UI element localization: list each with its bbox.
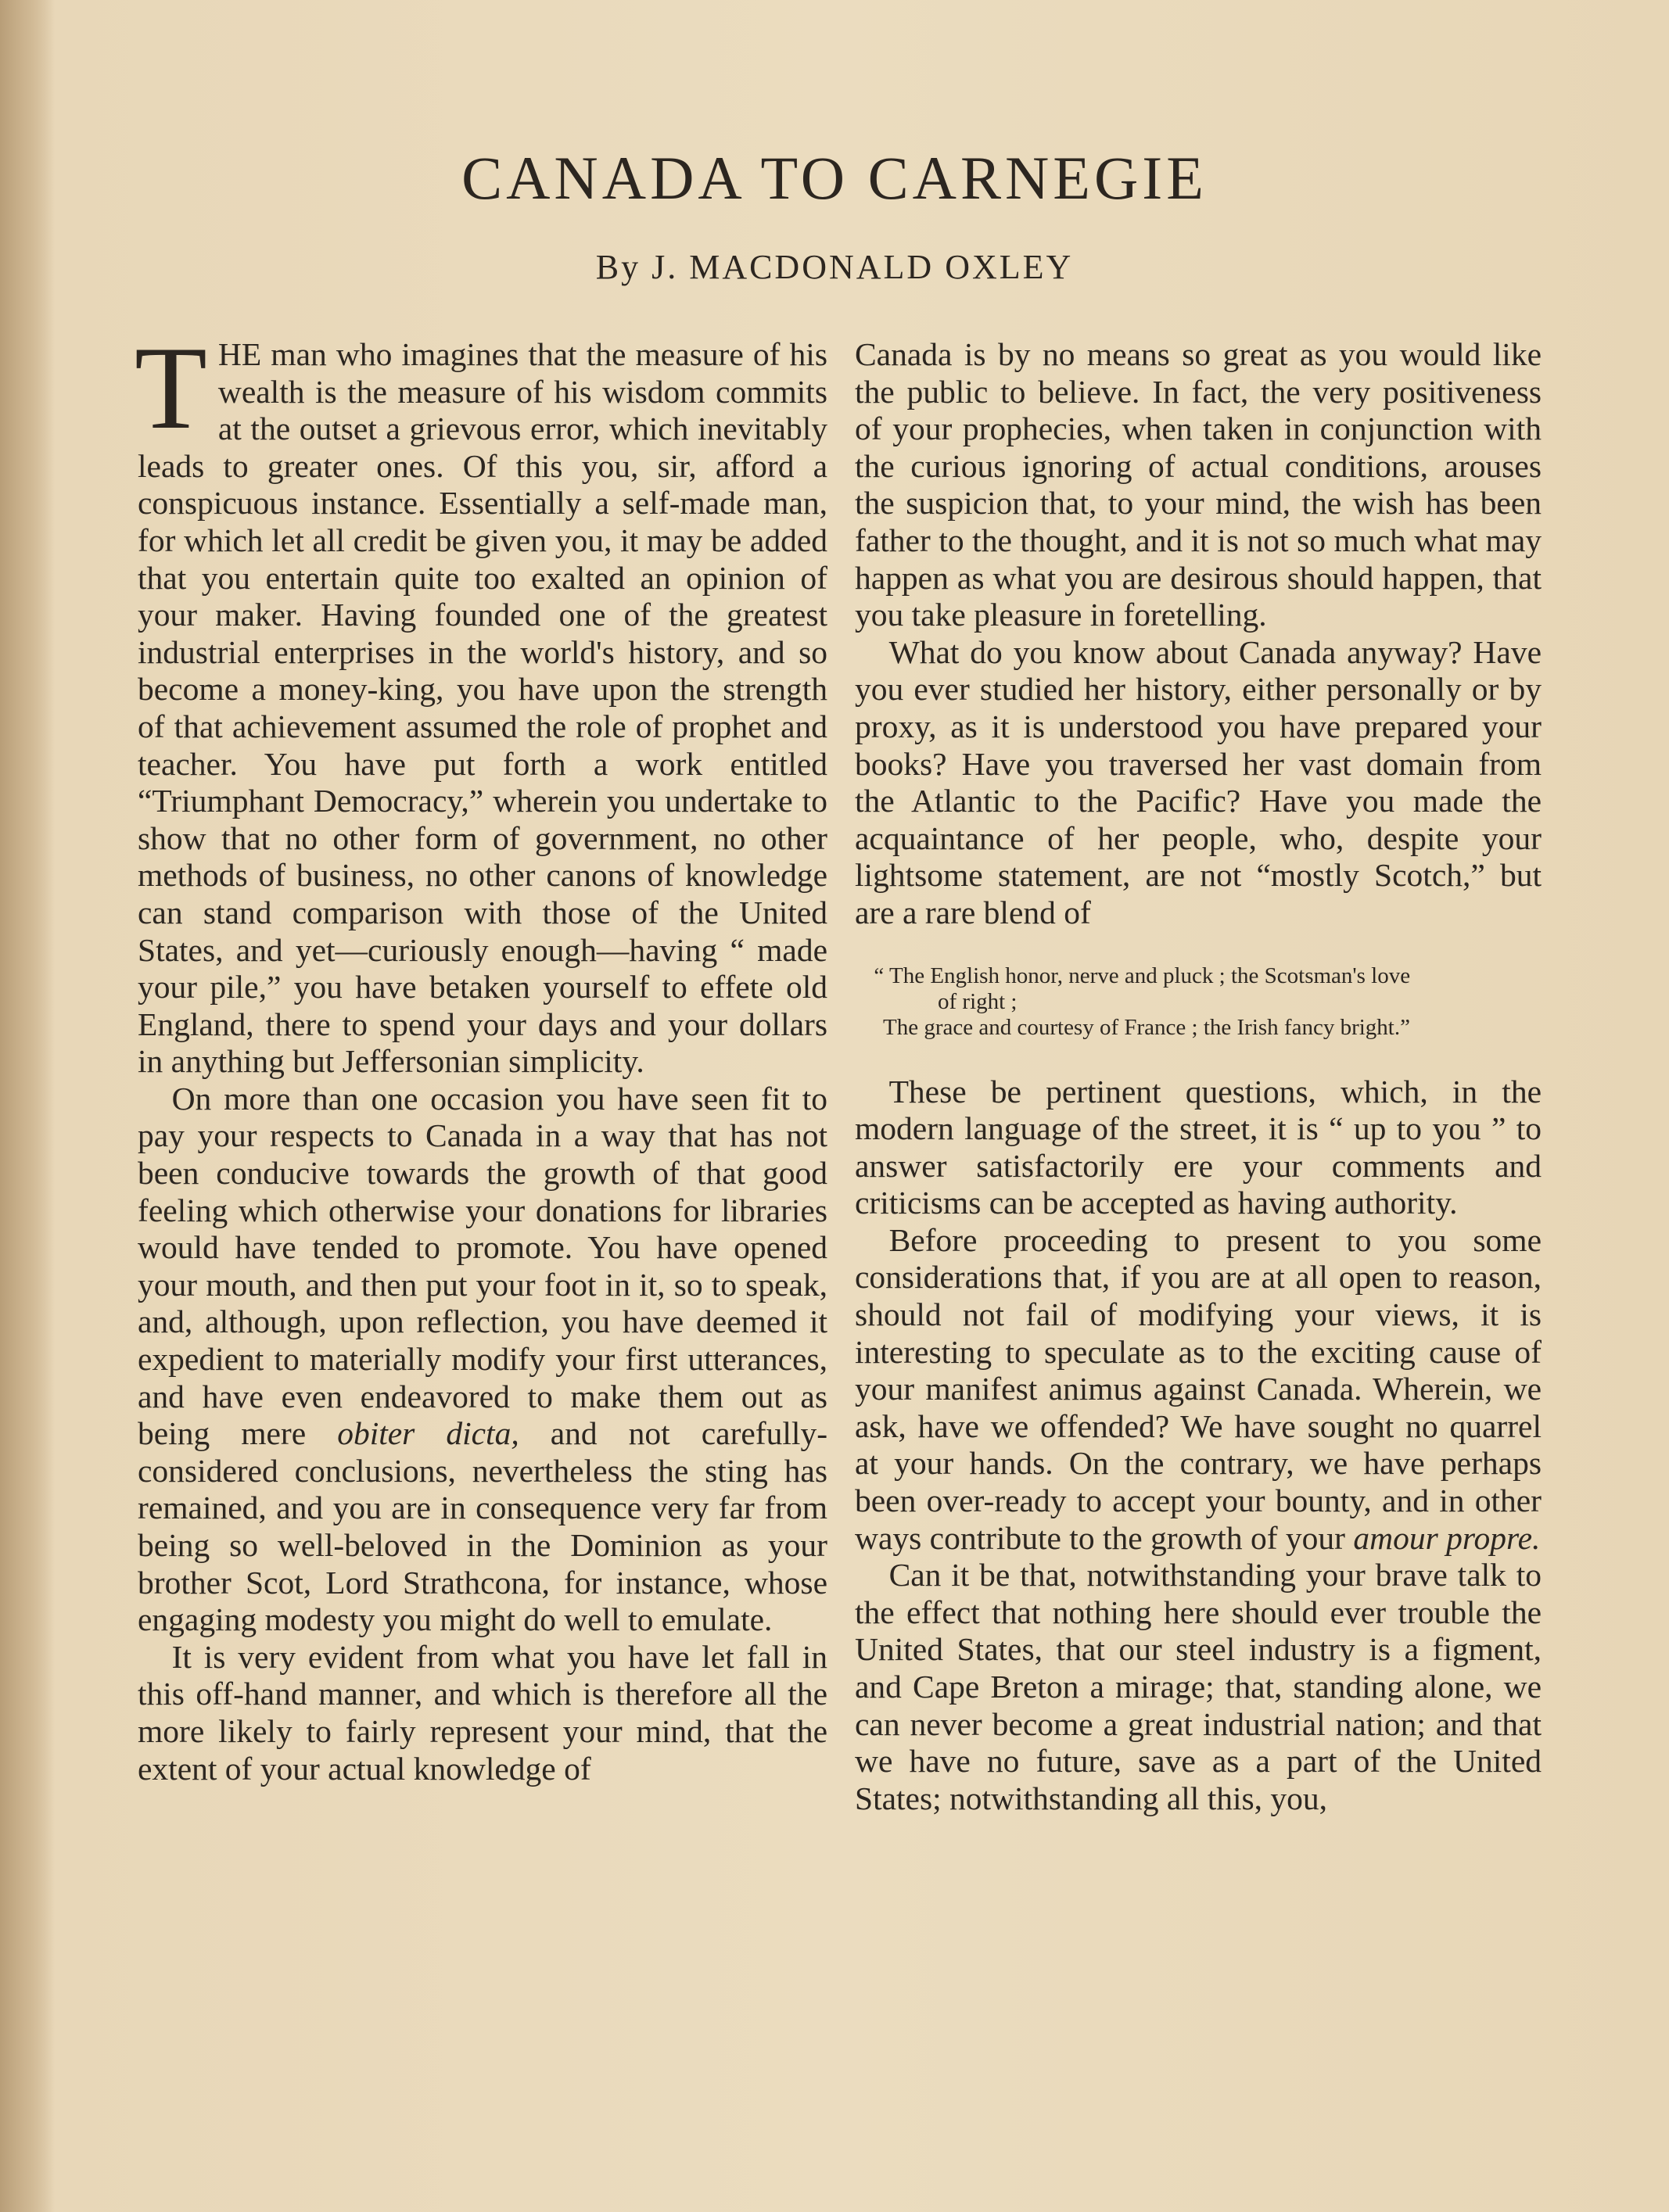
italic-phrase: obiter dicta, [337,1415,519,1452]
article-title: CANADA TO CARNEGIE [461,144,1208,212]
paragraph-3: It is very evident from what you have let fall in this off-hand manner, and which is therefore all the more likely to fairly represent your mind, that the extent of your actual knowledge of [138,1638,827,1787]
italic-phrase: amour propre. [1353,1519,1541,1556]
paragraph-1: THE man who imagines that the measure of his wealth is the measure of his wisdom commits at the outset a grievous error, which inevitably leads to greater ones. Of this you, sir, afford a conspicuous instance. Essentially a self-made man, for which let all credit be given you, it may be added that you entertain quite too exalted an opinion of your maker. Having founded one of the greatest industrial enterprises in the world's history, and so become a money-king, you have upon the strength of that achievement assumed the role of prophet and teacher. You have put forth a work entitled “Triumphant Democracy,” wherein you undertake to show that no other form of government, no other methods of business, no other canons of knowledge can stand comparison with those of the United States, and yet—curiously enough—having “ made your pile,” you have betaken yourself to effete old England, there to spend your days and your dollars in anything but Jeffersonian simplicity. [135,322,827,1080]
paragraph-6: These be pertinent questions, which, in the modern language of the street, it is “ up to you ” to answer satisfactorily ere your comments and criticisms can be accepted as having authority. [855,1073,1542,1221]
paragraph-8: Can it be that, notwithstanding your brave talk to the effect that nothing here should ever trouble the United States, that our steel industry is a figment, and Cape Breton a mirage; that, standing alone, we can never become a great industrial nation; and that we have no future, save as a part of the United States; notwithstanding all this, you, [855,1557,1542,1816]
paragraph-7: Before proceeding to present to you some considerations that, if you are at all open to reason, should not fail of modifying your views, it is interesting to speculate as to the exciting cause of your manifest animus against Canada. Wherein, we ask, have we offended? We have sought no quarrel at your hands. On the contrary, we have perhaps been over-ready to accept your bounty, and in other ways contribute to the growth of your amour propre. [855,1221,1542,1556]
verse-line-2: The grace and courtesy of France ; the Irish fancy bright.” [883,1014,1410,1040]
verse-quotation [874,963,1542,1041]
left-column [135,322,828,1787]
paragraph-4: Canada is by no means so great as you would like the public to believe. In fact, the very positiveness of your prophecies, when taken in conjunction with the curious ignoring of actual conditions, arouses the suspicion that, to your mind, the wish has been father to the thought, and it is not so much what may happen as what you are desirous should happen, that you take pleasure in foretelling. [855,336,1542,633]
page-spine-shadow [0,0,55,2212]
drop-cap: T [135,322,207,454]
paragraph-2: On more than one occasion you have seen fit to pay your respects to Canada in a way that has not been conducive towards the growth of that good feeling which otherwise your donations for libraries would have tended to promote. You have opened your mouth, and then put your foot in it, so to speak, and, although, upon reflection, you have deemed it expedient to materially modify your first utterances, and have even endeavored to make them out as being mere obiter dicta, and not carefully-considered conclusions, nevertheless the sting has remained, and you are in consequence very far from being so well-beloved in the Dominion as your brother Scot, Lord Strathcona, for instance, whose engaging modesty you might do well to emulate. [138,1080,828,1638]
paragraph-5: What do you know about Canada anyway? Have you ever studied her history, either personally or by proxy, as it is understood you have prepared your books? Have you traversed her vast domain from the Atlantic to the Pacific? Have you made the acquaintance of her people, who, despite your lightsome statement, are not “mostly Scotch,” but are a rare blend of [855,633,1542,930]
right-column [855,336,1542,1817]
article-byline: By J. MACDONALD OXLEY [595,248,1074,286]
verse-line-1: “ The English honor, nerve and pluck ; the Scotsman's love [874,963,1411,988]
verse-line-1-continued: of right ; [938,988,1018,1014]
